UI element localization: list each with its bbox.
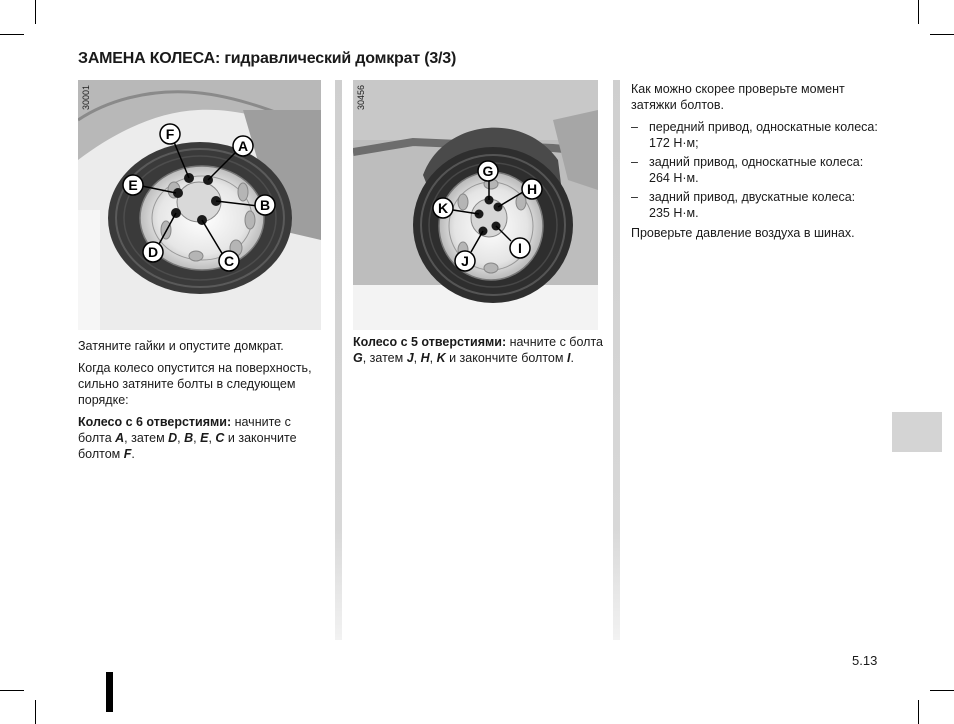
bolt-label-a: A xyxy=(237,138,249,154)
margin-bar xyxy=(106,672,113,712)
page-title: ЗАМЕНА КОЛЕСА: гидравлический домкрат (3/3) xyxy=(78,50,457,67)
five-hole-heading: Колесо с 5 отверстиями: xyxy=(353,335,507,349)
figure-code: 30001 xyxy=(81,84,91,110)
torque-list xyxy=(631,119,876,221)
chapter-tab xyxy=(892,412,942,452)
bolt-label-b: B xyxy=(259,197,271,213)
crop-mark xyxy=(0,34,24,35)
column-2-text xyxy=(353,334,603,372)
column-3-text xyxy=(631,81,876,247)
bolt-label-i: I xyxy=(518,240,522,256)
crop-mark xyxy=(930,690,954,691)
bolt-label-f: F xyxy=(165,126,175,142)
column-1-text xyxy=(78,338,323,468)
torque-item: – задний привод, односкатные колеса: 264 Н·м. xyxy=(631,155,864,185)
paragraph-six-hole-order: Колесо с 6 отверстиями: начните с болта A, затем D, B, E, C и закончите болтом F. xyxy=(78,415,297,461)
bolt-label-j: J xyxy=(461,253,469,269)
crop-mark xyxy=(918,700,919,724)
figure-five-hole-wheel xyxy=(353,80,598,330)
crop-mark xyxy=(930,34,954,35)
crop-mark xyxy=(0,690,24,691)
torque-item: – задний привод, двускатные колеса: 235 Н·м. xyxy=(631,190,856,220)
crop-mark xyxy=(35,0,36,24)
column-divider xyxy=(613,80,620,640)
six-hole-heading: Колесо с 6 отверстиями: xyxy=(78,415,232,429)
crop-mark xyxy=(35,700,36,724)
page-number: 5.13 xyxy=(852,653,878,668)
bolt-label-g: G xyxy=(482,163,494,179)
bolt-label-d: D xyxy=(147,244,159,260)
torque-item: – передний привод, односкатные колеса: 172 Н·м; xyxy=(631,120,878,150)
figure-six-hole-wheel xyxy=(78,80,321,330)
bolt-label-c: C xyxy=(223,253,235,269)
paragraph-check-torque: Как можно скорее проверьте момент затяжки болтов. xyxy=(631,82,845,112)
column-divider xyxy=(335,80,342,640)
paragraph-tire-pressure: Проверьте давление воздуха в шинах. xyxy=(631,226,855,240)
paragraph-tighten-order: Когда колесо опустится на поверхность, сильно затяните болты в следующем порядке: xyxy=(78,361,312,407)
bolt-label-h: H xyxy=(526,181,538,197)
figure-code: 30456 xyxy=(356,84,366,110)
crop-mark xyxy=(918,0,919,24)
bolt-label-k: K xyxy=(437,200,449,216)
paragraph-five-hole-order: Колесо с 5 отверстиями: начните с болта G, затем J, H, K и закончите болтом I. xyxy=(353,335,603,365)
bolt-label-e: E xyxy=(128,177,138,193)
paragraph-lower-jack: Затяните гайки и опустите домкрат. xyxy=(78,339,284,353)
